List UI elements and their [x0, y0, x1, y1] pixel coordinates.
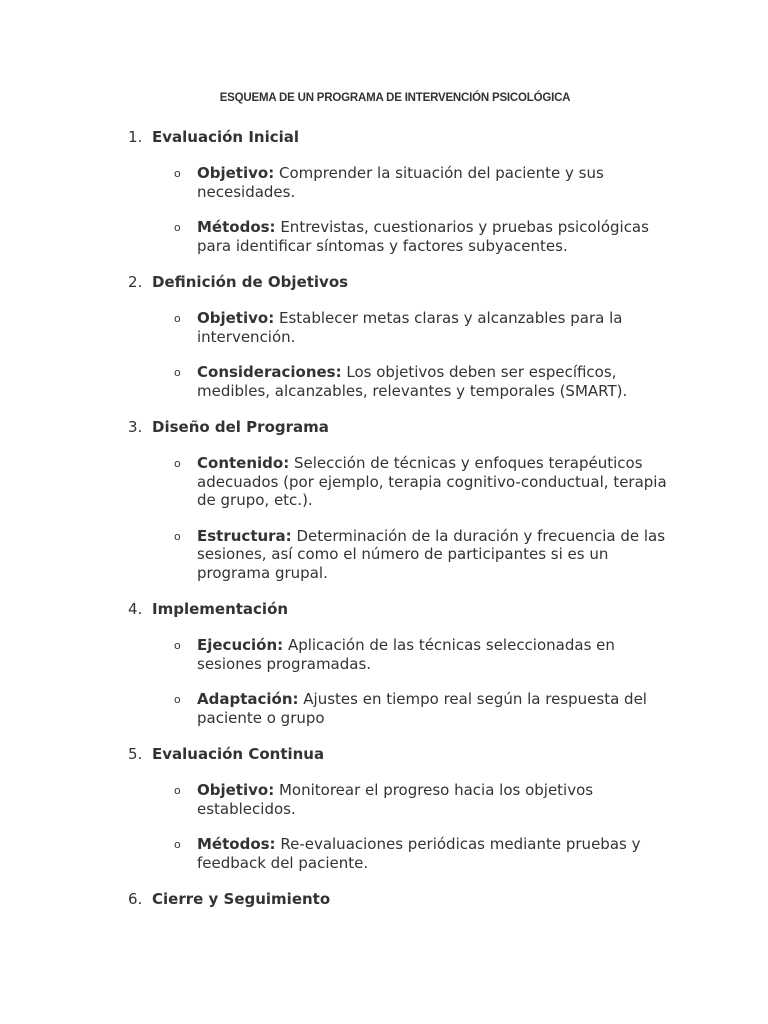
item-text: Establecer metas claras y alcanzables para la intervención. — [197, 309, 623, 346]
section-heading — [128, 273, 668, 291]
item-label: Objetivo: — [197, 164, 275, 182]
section-number: 2. — [128, 273, 143, 291]
section-heading — [128, 418, 668, 436]
list-item — [174, 454, 667, 510]
item-label: Ejecución: — [197, 636, 284, 654]
section-number: 3. — [128, 418, 143, 436]
bullet-icon: o — [174, 221, 181, 234]
bullet-icon: o — [174, 639, 181, 652]
list-item — [174, 781, 667, 818]
section-title: Evaluación Continua — [152, 745, 325, 763]
section-number: 1. — [128, 128, 143, 146]
list-item — [174, 164, 667, 201]
item-text: Entrevistas, cuestionarios y pruebas psicológicas para identificar síntomas y factores subyacentes. — [197, 218, 649, 255]
document-title: ESQUEMA DE UN PROGRAMA DE INTERVENCIÓN PSICOLÓGICA — [219, 92, 571, 104]
item-label: Métodos: — [197, 835, 276, 853]
section-number: 4. — [128, 600, 143, 618]
item-text: Re-evaluaciones periódicas mediante pruebas y feedback del paciente. — [197, 835, 641, 872]
section-cierre-seguimiento — [128, 890, 668, 908]
list-item — [174, 636, 667, 673]
section-title: Evaluación Inicial — [152, 128, 300, 146]
section-heading — [128, 745, 668, 763]
section-heading — [128, 600, 668, 618]
list-item — [174, 526, 667, 583]
section-title: Definición de Objetivos — [152, 273, 349, 291]
section-evaluacion-inicial — [128, 128, 668, 255]
section-heading — [128, 128, 668, 146]
item-label: Objetivo: — [197, 309, 275, 327]
bullet-icon: o — [174, 457, 181, 470]
section-definicion-objetivos — [128, 273, 668, 400]
item-label: Objetivo: — [197, 781, 275, 799]
bullet-icon: o — [174, 838, 181, 851]
item-label: Contenido: — [197, 454, 290, 472]
item-text: Aplicación de las técnicas seleccionadas en sesiones programadas. — [197, 636, 615, 673]
list-item — [174, 309, 667, 346]
bullet-icon: o — [174, 529, 181, 543]
item-text: Determinación de la duración y frecuencia de las sesiones, así como el número de participantes si es un programa grupal. — [197, 526, 666, 582]
item-label: Consideraciones: — [197, 363, 342, 381]
section-diseno-programa — [128, 418, 668, 582]
item-text: Comprender la situación del paciente y sus necesidades. — [197, 164, 604, 201]
item-label: Estructura: — [197, 526, 292, 545]
item-text: Monitorear el progreso hacia los objetivos establecidos. — [197, 781, 594, 818]
section-number: 6. — [128, 890, 143, 908]
section-title: Implementación — [152, 600, 289, 618]
list-item — [174, 690, 667, 727]
item-text: Los objetivos deben ser específicos, medibles, alcanzables, relevantes y temporales (SMART). — [197, 363, 628, 400]
item-label: Métodos: — [197, 218, 276, 236]
list-item — [174, 218, 667, 255]
bullet-icon: o — [174, 366, 181, 379]
section-heading — [128, 890, 668, 908]
section-number: 5. — [128, 745, 143, 763]
item-label: Adaptación: — [197, 690, 299, 708]
bullet-icon: o — [174, 167, 181, 180]
list-item — [174, 363, 667, 400]
list-item — [174, 835, 667, 872]
section-title: Diseño del Programa — [152, 418, 329, 436]
bullet-icon: o — [174, 312, 181, 325]
item-text: Selección de técnicas y enfoques terapéuticos adecuados (por ejemplo, terapia cognitivo-conductual, terapia de grupo, etc.). — [197, 454, 667, 509]
item-text: Ajustes en tiempo real según la respuesta del paciente o grupo — [197, 690, 647, 727]
bullet-icon: o — [174, 693, 181, 706]
bullet-icon: o — [174, 784, 181, 797]
section-evaluacion-continua — [128, 745, 668, 872]
section-implementacion — [128, 600, 668, 727]
section-title: Cierre y Seguimiento — [152, 890, 331, 908]
